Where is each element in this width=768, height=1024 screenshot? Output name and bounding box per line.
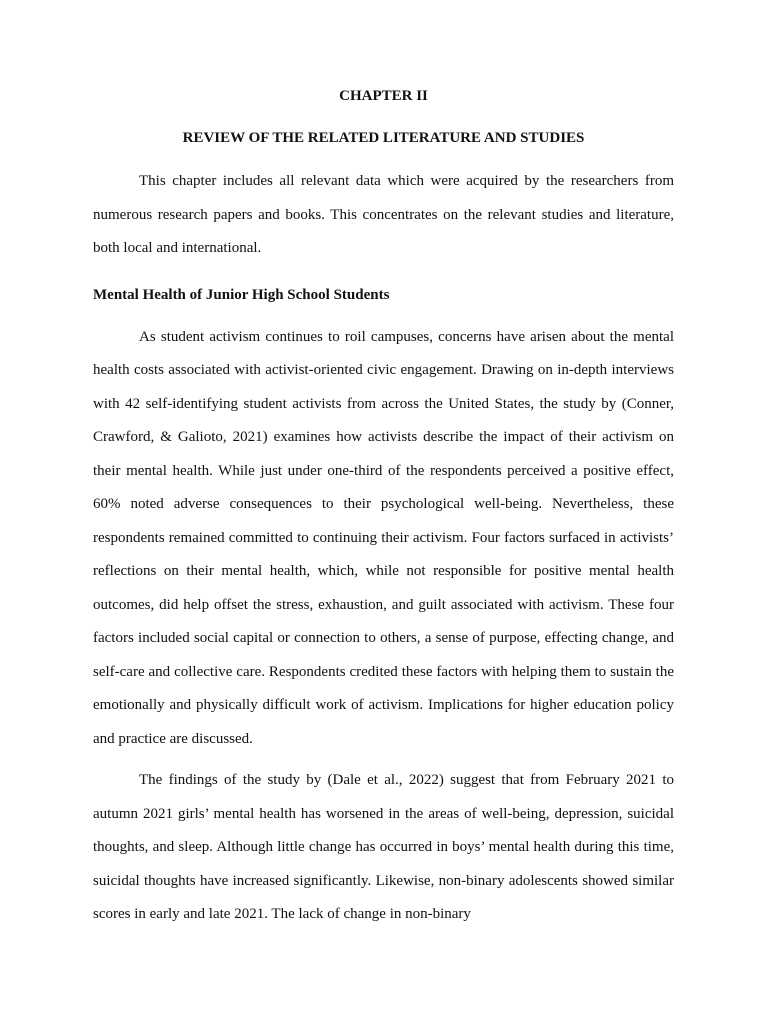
page-content (93, 86, 674, 932)
body-paragraph-findings: The findings of the study by (Dale et al., 2022) suggest that from February 2021 to autumn 2021 girls’ mental health has worsened in the areas of well-being, depression, suicidal thoughts, and sleep. Although little change has occurred in boys’ mental health during this time, suicidal thoughts have increased significantly. Likewise, non-binary adolescents showed similar scores in early and late 2021. The lack of change in non-binary (93, 772, 674, 922)
chapter-title: CHAPTER II (339, 88, 428, 104)
body-paragraph-activism: As student activism continues to roil campuses, concerns have arisen about the mental health costs associated with activist-oriented civic engagement. Drawing on in-depth interviews with 42 self-identifying student activists from across the United States, the study by (Conner, Crawford, & Galioto, 2021) examines how activists describe the impact of their activism on their mental health. While just under one-third of the respondents perceived a positive effect, 60% noted adverse consequences to their psychological well-being. Nevertheless, these respondents remained committed to continuing their activism. Four factors surfaced in activists’ reflections on their mental health, which, while not responsible for positive mental health outcomes, did help offset the stress, exhaustion, and guilt associated with activism. These four factors included social capital or connection to others, a sense of purpose, effecting change, and self-care and collective care. Respondents credited these factors with helping them to sustain the emotionally and physically difficult work of activism. Implications for higher education policy and practice are discussed. (93, 328, 674, 747)
intro-paragraph: This chapter includes all relevant data which were acquired by the researchers from numerous research papers and books. This concentrates on the relevant studies and literature, both local and international. (93, 173, 674, 256)
chapter-subtitle: REVIEW OF THE RELATED LITERATURE AND STUDIES (182, 130, 585, 146)
section-heading: Mental Health of Junior High School Students (93, 286, 390, 303)
